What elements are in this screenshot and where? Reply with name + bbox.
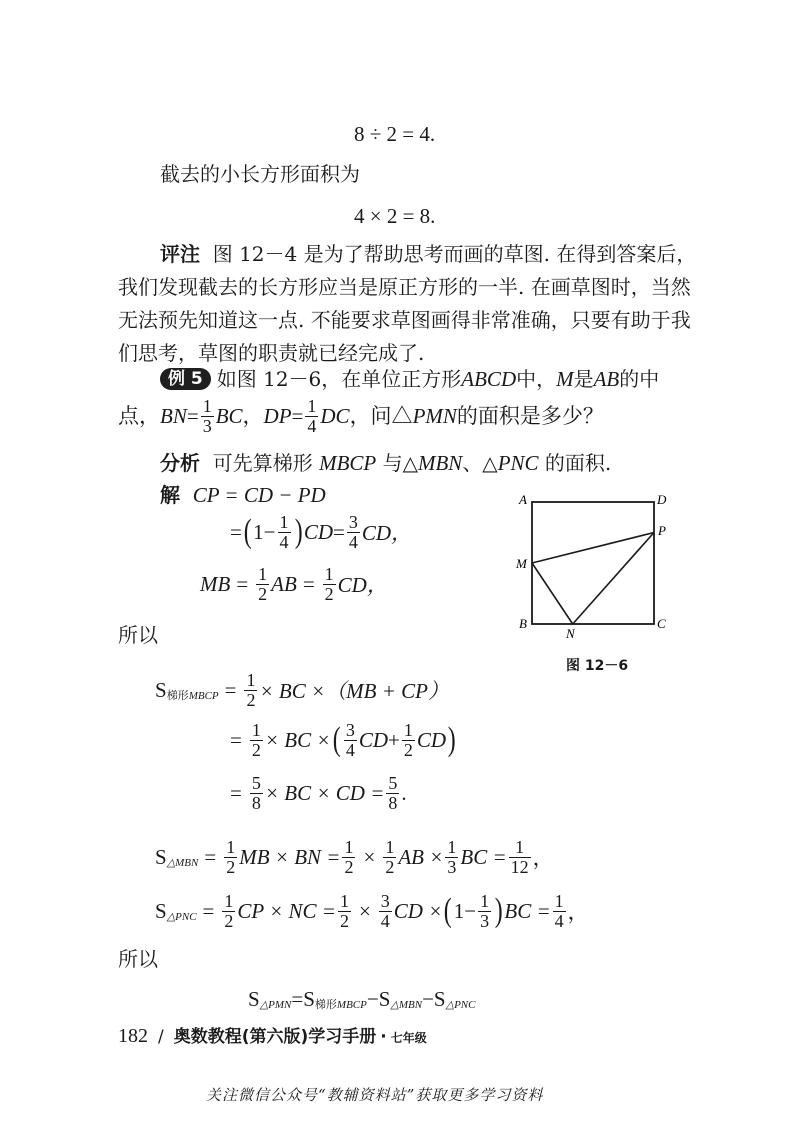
comment-label: 评注 xyxy=(160,242,200,266)
example-text-1a: 如图 12－6，在单位正方形 xyxy=(216,367,462,391)
book-title: 奥数教程(第六版)学习手册 xyxy=(173,1027,377,1047)
pnc-line: S △PNC = $\frac{1}{2}$ CP × NC = $\frac{1}{2}$ × $\frac{3}{4}$ CD × ( 1 − $\frac{1}{3}$ ) BC = $\frac{1}{4}$ ， xyxy=(155,890,589,931)
fraction-1-4 xyxy=(553,892,566,931)
pnc-mid-3: BC = xyxy=(504,898,551,923)
fraction-1-2 xyxy=(342,838,355,877)
equals: = xyxy=(291,986,304,1011)
frac-den: 2 xyxy=(246,689,256,710)
fraction-1-2 xyxy=(402,721,415,760)
frac-num: 5 xyxy=(251,772,261,793)
example-text-2f: 的面积是多少？ xyxy=(456,404,604,428)
minus: − xyxy=(464,898,477,923)
example-dc: DC xyxy=(320,404,350,428)
example-bn: BN xyxy=(160,404,187,428)
frac-num: 1 xyxy=(324,563,334,584)
frac-num: 1 xyxy=(385,836,395,857)
comma: ， xyxy=(532,846,554,870)
s: S xyxy=(433,986,446,1011)
figure-caption: 图 12－6 xyxy=(566,658,629,674)
cd: CD xyxy=(358,727,389,752)
sub-pnc: △PNC xyxy=(166,910,197,923)
mbn-mid-3: BC = xyxy=(460,844,507,869)
frac-den: 4 xyxy=(345,739,355,760)
s: S xyxy=(303,986,315,1011)
frac-num: 1 xyxy=(515,836,525,857)
period: . xyxy=(401,780,407,805)
fraction-3-4 xyxy=(344,721,357,760)
s: S xyxy=(155,844,167,869)
analysis-text-b: 与△ xyxy=(376,451,418,475)
one: 1 xyxy=(253,519,264,544)
footer-slash: / xyxy=(158,1027,164,1047)
so-label-2: 所以 xyxy=(118,947,158,971)
cd: CD xyxy=(416,727,447,752)
frac-den: 4 xyxy=(380,910,390,931)
frac-num: 1 xyxy=(202,395,212,416)
mb: MB xyxy=(200,571,231,596)
frac-num: 1 xyxy=(403,719,413,740)
sub-trap xyxy=(167,687,219,703)
example-badge: 例 5 xyxy=(160,368,211,390)
segment-mp xyxy=(532,533,654,564)
frac-den: 2 xyxy=(344,856,354,877)
frac-den: 2 xyxy=(224,910,234,931)
comma: ， xyxy=(567,900,589,924)
frac-den: 2 xyxy=(258,583,268,604)
frac-den: 4 xyxy=(554,910,564,931)
frac-den: 4 xyxy=(307,415,317,436)
comment-line-3: 无法预先知道这一点. 不能要求草图画得非常准确，只要有助于我 xyxy=(118,308,691,332)
frac-den: 4 xyxy=(279,531,289,552)
s: S xyxy=(248,986,260,1011)
frac-den: 12 xyxy=(510,856,529,877)
sub-trap xyxy=(315,996,367,1012)
frac-num: 1 xyxy=(307,395,317,416)
fraction-3-4 xyxy=(379,892,392,931)
final-equation xyxy=(248,982,475,1016)
geometry-figure xyxy=(510,490,670,640)
fraction-1-2 xyxy=(383,838,396,877)
sub-mbn: △MBN xyxy=(390,998,423,1011)
analysis-pnc: PNC xyxy=(497,451,539,475)
mbn-line: S △MBN = $\frac{1}{2}$ MB × BN = $\frac{1}{2}$ × $\frac{1}{2}$ AB × $\frac{1}{3}$ BC = $\frac{1}{12}$ ， xyxy=(155,836,554,877)
sub-text: 梯形 xyxy=(166,690,189,702)
fraction-1-2 xyxy=(323,565,336,604)
one: 1 xyxy=(453,898,465,923)
s: S xyxy=(378,986,391,1011)
frac-num: 1 xyxy=(480,890,490,911)
page-footer xyxy=(118,1022,427,1048)
paren-open: ( xyxy=(332,721,341,758)
pnc-mid-2: CD × xyxy=(393,898,443,923)
example-bc: BC xyxy=(215,404,243,428)
equation-4-times-2: 4 × 2 = 8. xyxy=(354,204,436,228)
frac-num: 1 xyxy=(279,511,289,532)
fraction-1-2 xyxy=(256,565,269,604)
frac-num: 1 xyxy=(344,836,354,857)
sub-mbn: △MBN xyxy=(166,856,199,869)
so-label-1: 所以 xyxy=(118,623,158,647)
frac-num: 1 xyxy=(226,836,236,857)
frac-den: 8 xyxy=(251,792,261,813)
example-m: M xyxy=(556,367,574,391)
fraction-1-3 xyxy=(478,892,491,931)
label-a: A xyxy=(519,492,527,507)
frac-num: 3 xyxy=(345,719,355,740)
example-text-1b: 中， xyxy=(516,367,557,391)
analysis-text-a: 可先算梯形 xyxy=(212,451,320,475)
frac-den: 2 xyxy=(385,856,395,877)
label-c: C xyxy=(657,616,666,631)
fraction-1-4 xyxy=(305,397,318,436)
frac-num: 3 xyxy=(380,890,390,911)
ab: AB xyxy=(271,571,297,596)
small-rect-area-intro: 截去的小长方形面积为 xyxy=(160,162,360,186)
frac-num: 1 xyxy=(339,890,349,911)
frac-num: 3 xyxy=(348,511,358,532)
analysis-line xyxy=(160,452,611,474)
fraction-5-8 xyxy=(386,774,399,813)
minus: − xyxy=(366,986,379,1011)
minus: − xyxy=(263,519,276,544)
grade-label: 七年级 xyxy=(390,1031,427,1045)
cd: CD xyxy=(303,519,334,544)
example-line-1 xyxy=(160,368,659,390)
fraction-1-4 xyxy=(278,513,291,552)
cd: CD， xyxy=(361,521,413,545)
trap-mid-3: × BC × CD = xyxy=(264,780,385,805)
fraction-1-2 xyxy=(244,671,257,710)
fraction-1-2 xyxy=(250,721,263,760)
frac-den: 3 xyxy=(480,910,490,931)
label-b: B xyxy=(519,616,527,631)
frac-den: 2 xyxy=(251,739,261,760)
sub-text: 梯形 xyxy=(314,999,337,1011)
label-n: N xyxy=(566,626,575,640)
example-abcd: ABCD xyxy=(461,367,517,391)
mbn-mid-2: AB × xyxy=(398,844,444,869)
sub-pmn: △PMN xyxy=(259,998,292,1011)
s: S xyxy=(155,677,167,702)
frac-num: 1 xyxy=(224,890,234,911)
example-text-2a: 点， xyxy=(118,404,160,428)
example-line-2 xyxy=(118,396,604,436)
trap-line-3: = $\frac{5}{8}$ × BC × CD = $\frac{5}{8}$ . xyxy=(230,772,407,813)
frac-den: 4 xyxy=(348,531,358,552)
example-eq-2: = xyxy=(291,404,304,428)
fraction-1-2 xyxy=(338,892,351,931)
watermark-note: 关注微信公众号“教辅资料站”获取更多学习资料 xyxy=(206,1086,544,1104)
analysis-mbn: MBN xyxy=(417,451,463,475)
analysis-text-c: 、△ xyxy=(462,451,498,475)
comment-line-4: 们思考，草图的职责就已经完成了. xyxy=(118,341,425,365)
s: S xyxy=(155,898,167,923)
frac-num: 1 xyxy=(258,563,268,584)
frac-den: 3 xyxy=(202,415,212,436)
example-text-1c: 是 xyxy=(573,367,594,391)
solution-label: 解 xyxy=(160,483,180,507)
trap-line-1: S 梯形MBCP = $\frac{1}{2}$ × BC ×（MB + CP） xyxy=(155,669,449,710)
cp-equation: CP = CD − PD xyxy=(192,483,326,507)
segment-mn xyxy=(532,563,573,624)
fraction-5-8 xyxy=(250,774,263,813)
analysis-text-d: 的面积. xyxy=(538,451,612,475)
comment-line-1 xyxy=(160,243,696,265)
frac-den: 3 xyxy=(447,856,457,877)
fraction-3-4 xyxy=(347,513,360,552)
solution-line-2 xyxy=(230,510,412,554)
equation-8-div-2: 8 ÷ 2 = 4. xyxy=(354,122,436,146)
label-p: P xyxy=(658,523,666,538)
frac-num: 1 xyxy=(554,890,564,911)
fraction-1-3 xyxy=(445,838,458,877)
frac-num: 1 xyxy=(246,669,256,690)
sub-italic: MBCP xyxy=(336,999,367,1011)
equals: = xyxy=(333,519,345,544)
trap-line-2: = $\frac{1}{2}$ × BC × ( $\frac{3}{4}$ CD + $\frac{1}{2}$ CD ) xyxy=(230,719,456,760)
example-ab: AB xyxy=(593,367,620,391)
label-d: D xyxy=(657,492,667,507)
example-dp: DP xyxy=(263,404,292,428)
minus: − xyxy=(422,986,434,1011)
page-number: 182 xyxy=(118,1025,148,1047)
frac-num: 5 xyxy=(388,772,398,793)
example-text-2e: ，问△ xyxy=(349,404,413,428)
eq-lead: = xyxy=(230,519,242,544)
fraction-1-12 xyxy=(509,838,531,877)
solution-line-3: MB = $\frac{1}{2}$ AB = $\frac{1}{2}$ CD， xyxy=(200,563,388,604)
paren-close: ) xyxy=(294,513,303,550)
solution-line-1 xyxy=(160,484,326,506)
pnc-mid-1: CP × NC = xyxy=(237,898,336,923)
trap-mid: × BC × xyxy=(264,727,331,752)
example-text-2c: ， xyxy=(242,404,264,428)
frac-num: 1 xyxy=(447,836,457,857)
trap-rest-1: × BC ×（MB + CP） xyxy=(259,679,449,703)
footer-dot: · xyxy=(380,1027,387,1047)
mbn-mid-1: MB × BN = xyxy=(239,844,341,869)
segment-np xyxy=(573,533,654,625)
plus: + xyxy=(388,727,400,752)
fraction-1-3 xyxy=(201,397,214,436)
comment-text-1: 图 12－4 是为了帮助思考而画的草图. 在得到答案后， xyxy=(212,242,697,266)
fraction-1-2 xyxy=(224,838,237,877)
example-pmn: PMN xyxy=(412,404,457,428)
frac-den: 2 xyxy=(339,910,349,931)
comment-line-2: 我们发现截去的长方形应当是原正方形的一半. 在画草图时，当然 xyxy=(118,275,691,299)
frac-den: 2 xyxy=(403,739,413,760)
fraction-1-2 xyxy=(222,892,235,931)
label-m: M xyxy=(516,556,527,571)
sub-italic: MBCP xyxy=(188,690,219,702)
paren-open: ( xyxy=(243,513,252,550)
square-abcd xyxy=(532,502,654,624)
cd: CD， xyxy=(337,573,388,597)
analysis-mbcp: MBCP xyxy=(319,451,377,475)
frac-num: 1 xyxy=(251,719,261,740)
paren-close: ) xyxy=(447,721,456,758)
paren-open: ( xyxy=(444,892,453,929)
paren-close: ) xyxy=(494,892,503,929)
example-text-1d: 的中 xyxy=(619,367,660,391)
example-eq-1: = xyxy=(186,404,199,428)
frac-den: 8 xyxy=(388,792,398,813)
frac-den: 2 xyxy=(226,856,236,877)
analysis-label: 分析 xyxy=(160,451,200,475)
sub-pnc: △PNC xyxy=(445,998,476,1011)
frac-den: 2 xyxy=(324,583,334,604)
